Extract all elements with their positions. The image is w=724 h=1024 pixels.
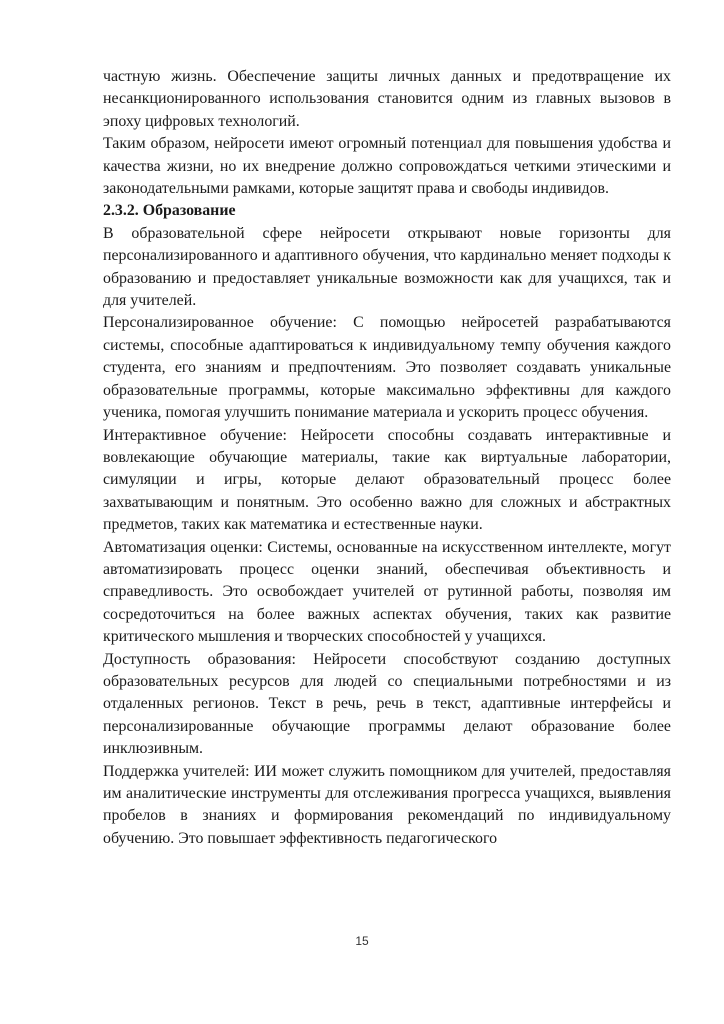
paragraph-interactive-learning: Интерактивное обучение: Нейросети способны создавать интерактивные и вовлекающие обучающие материалы, такие как виртуальные лаборатории, симуляции и игры, которые делают образовательный процесс более захватывающим и понятным. Это особенно важно для сложных и абстрактных предметов, таких как математика и естественные науки. bbox=[103, 426, 671, 534]
section-heading-education: 2.3.2. Образование bbox=[103, 202, 236, 220]
paragraph-personalized-learning: Персонализированное обучение: С помощью нейросетей разрабатываются системы, способные адаптироваться к индивидуальному темпу обучения каждого студента, его знаниям и предпочтениям. Это позволяет создавать уникальные образовательные программы, которые максимально эффективны для каждого ученика, помогая улучшить понимание материала и ускорить процесс обучения. bbox=[103, 314, 671, 422]
document-page bbox=[103, 66, 671, 850]
page-number: 15 bbox=[355, 934, 369, 948]
paragraph-conclusion: Таким образом, нейросети имеют огромный потенциал для повышения удобства и качества жизни, но их внедрение должно сопровождаться четкими этическими и законодательными рамками, которые защитят права и свободы индивидов. bbox=[103, 135, 671, 198]
paragraph-teacher-support: Поддержка учителей: ИИ может служить помощником для учителей, предоставляя им аналитические инструменты для отслеживания прогресса учащихся, выявления пробелов в знаниях и формирования рекомендаций по индивидуальному обучению. Это повышает эффективность педагогического bbox=[103, 762, 671, 847]
paragraph-education-intro: В образовательной сфере нейросети открывают новые горизонты для персонализированного и адаптивного обучения, что кардинально меняет подходы к образованию и предоставляет уникальные возможности как для учащихся, так и для учителей. bbox=[103, 224, 671, 310]
paragraph-education-accessibility: Доступность образования: Нейросети способствуют созданию доступных образовательных ресурсов для людей со специальными потребностями и из отдаленных регионов. Текст в речь, речь в текст, адаптивные интерфейсы и персонализированные обучающие программы делают образование более инклюзивным. bbox=[103, 650, 671, 758]
paragraph-privacy-continuation: частную жизнь. Обеспечение защиты личных данных и предотвращение их несанкционированного использования становится одним из главных вызовов в эпоху цифровых технологий. bbox=[103, 68, 671, 130]
paragraph-assessment-automation: Автоматизация оценки: Системы, основанные на искусственном интеллекте, могут автоматизировать процесс оценки знаний, обеспечивая объективность и справедливость. Это освобождает учителей от рутинной работы, позволяя им сосредоточиться на более важных аспектах обучения, таких как развитие критического мышления и творческих способностей у учащихся. bbox=[103, 538, 671, 646]
